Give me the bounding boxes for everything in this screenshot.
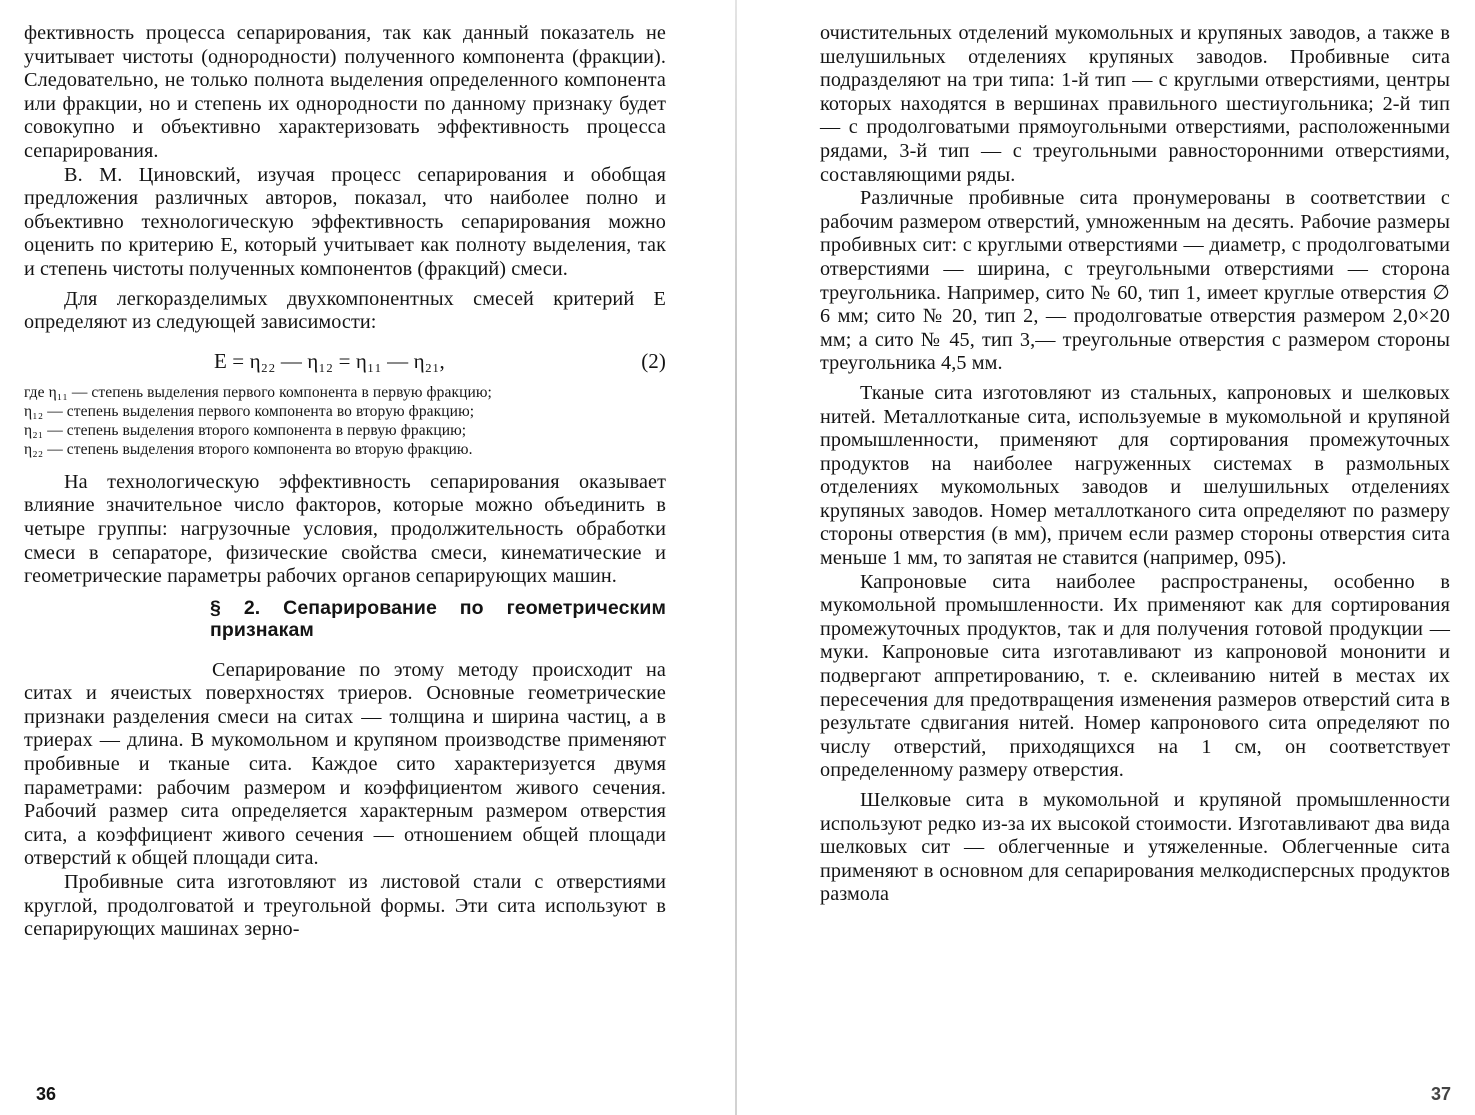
paragraph-criterion-intro: Для легкоразделимых двухкомпонентных смесей критерий E определяют из следующей зависимости: <box>24 287 666 334</box>
formula-expression: E = η₂₂ — η₁₂ = η₁₁ — η₂₁, <box>214 348 445 373</box>
paragraph-woven-sieves: Тканые сита изготовляют из стальных, капроновых и шелковых нитей. Металлотканые сита, используемые в мукомольной и крупяной промышленности, применяют для сортирования промежуточных продуктов на наиболее нагруженных системах в размольных отделениях мукомольных заводов и шелушильных отделениях крупяных заводов. Номер металлотканого сита определяют по размеру стороны отверстия (в мм), причем если размер стороны отверстия сита меньше 1 мм, то запятая не ставится (например, 095). <box>820 381 1450 570</box>
right-page <box>738 0 1475 1115</box>
legend-line: где η₁₁ — степень выделения первого компонента в первую фракцию; <box>24 383 492 401</box>
paragraph-sieve-types: очистительных отделений мукомольных и крупяных заводов, а также в шелушильных отделениях крупяных заводов. Пробивные сита подразделяют на три типа: 1-й тип — с круглыми отверстиями, центры которых находятся в вершинах правильного шестиугольника; 2-й тип — с продолговатыми прямоугольными отверстиями, расположенными рядами, 3-й тип — с треугольными равносторонними отверстиями, составляющими ряды. <box>820 22 1450 186</box>
right-text-column <box>820 22 1450 907</box>
section-heading: § 2. Сепарирование по геометрическим признакам <box>210 596 666 641</box>
book-spine <box>735 0 737 1115</box>
legend-line: η₂₁ — степень выделения второго компонента в первую фракцию; <box>24 421 467 439</box>
paragraph-nylon-sieves: Капроновые сита наиболее распространены, особенно в мукомольной промышленности. Их применяют как для сортирования промежуточных продуктов, так и для получения готовой продукции — муки. Капроновые сита изготавливают из капроновой мононити и подвергают аппретированию, т. е. склеиванию нитей в местах их пересечения для предотвращения изменения размеров отверстий сита в результате сдвигания нитей. Номер капронового сита определяют по числу отверстий, приходящихся на 1 см, он соответствует определенному размеру отверстия. <box>820 570 1450 782</box>
legend-line: η₂₂ — степень выделения второго компонента во вторую фракцию. <box>24 440 473 458</box>
paragraph-factors: На технологическую эффективность сепарирования оказывает влияние значительное число факторов, которые можно объединить в четыре группы: нагрузочные условия, продолжительность обработки смеси в сепараторе, физические свойства смеси, кинематические и геометрические параметры рабочих органов сепарирующих машин. <box>24 470 666 588</box>
left-text-column <box>24 22 666 942</box>
page-number-left: 36 <box>36 1084 57 1104</box>
page-number-right: 37 <box>1430 1084 1451 1104</box>
paragraph-efficiency: фективность процесса сепарирования, так как данный показатель не учитывает чистоты (однородности) полученного компонента (фракции). Следовательно, не только полнота выделения определенного компонента или фракции, но и степень их однородности по данному признаку будет совокупно и объективно характеризовать эффективность процесса сепарирования. <box>24 22 666 162</box>
formula-number: (2) <box>641 348 666 373</box>
paragraph-tsinovsky: В. М. Циновский, изучая процесс сепарирования и обобщая предложения различных авторов, показал, что наиболее полно и объективно технологическую эффективность сепарирования можно оценить по критерию E, который учитывает как полноту выделения, так и степень чистоты полученных компонентов (фракций) смеси. <box>24 163 666 280</box>
formula-legend <box>24 383 666 459</box>
paragraph-punched-sieves: Пробивные сита изготовляют из листовой стали с отверстиями круглой, продолговатой и треугольной формы. Эти сита используют в сепарирующих машинах зерно- <box>24 871 666 941</box>
paragraph-section-body: Сепарирование по этому методу происходит на ситах и ячеистых поверхностях триеров. Основные геометрические признаки разделения смеси на ситах — толщина и ширина частиц, а в триерах — длина. В мукомольном и крупяном производстве применяют пробивные и тканые сита. Каждое сито характеризуется двумя параметрами: рабочим размером и коэффициентом живого сечения. Рабочий размер сита определяется характерным размером отверстия сита, а коэффициент живого сечения — отношением общей площади отверстий к общей площади сита. <box>24 658 666 870</box>
paragraph-silk-sieves: Шелковые сита в мукомольной и крупяной промышленности используют редко из-за их высокой стоимости. Изготавливают два вида шелковых сит — облегченные и утяжеленные. Облегченные сита применяют в основном для сепарирования мелкодисперсных продуктов размола <box>820 789 1450 906</box>
legend-line: η₁₂ — степень выделения первого компонента во вторую фракцию; <box>24 402 475 420</box>
paragraph-sieve-numbering: Различные пробивные сита пронумерованы в соответствии с рабочим размером отверстий, умноженным на десять. Рабочие размеры пробивных сит: с круглыми отверстиями — диаметр, с продолговатыми отверстиями — ширина, с треугольными отверстиями — сторона треугольника. Например, сито № 60, тип 1, имеет круглые отверстия ∅ 6 мм; сито № 20, тип 2, — продолговатые отверстия размером 2,0×20 мм; а сито № 45, тип 3,— треугольные отверстия с размером стороны треугольника 4,5 мм. <box>820 187 1450 375</box>
formula-2 <box>24 341 666 381</box>
